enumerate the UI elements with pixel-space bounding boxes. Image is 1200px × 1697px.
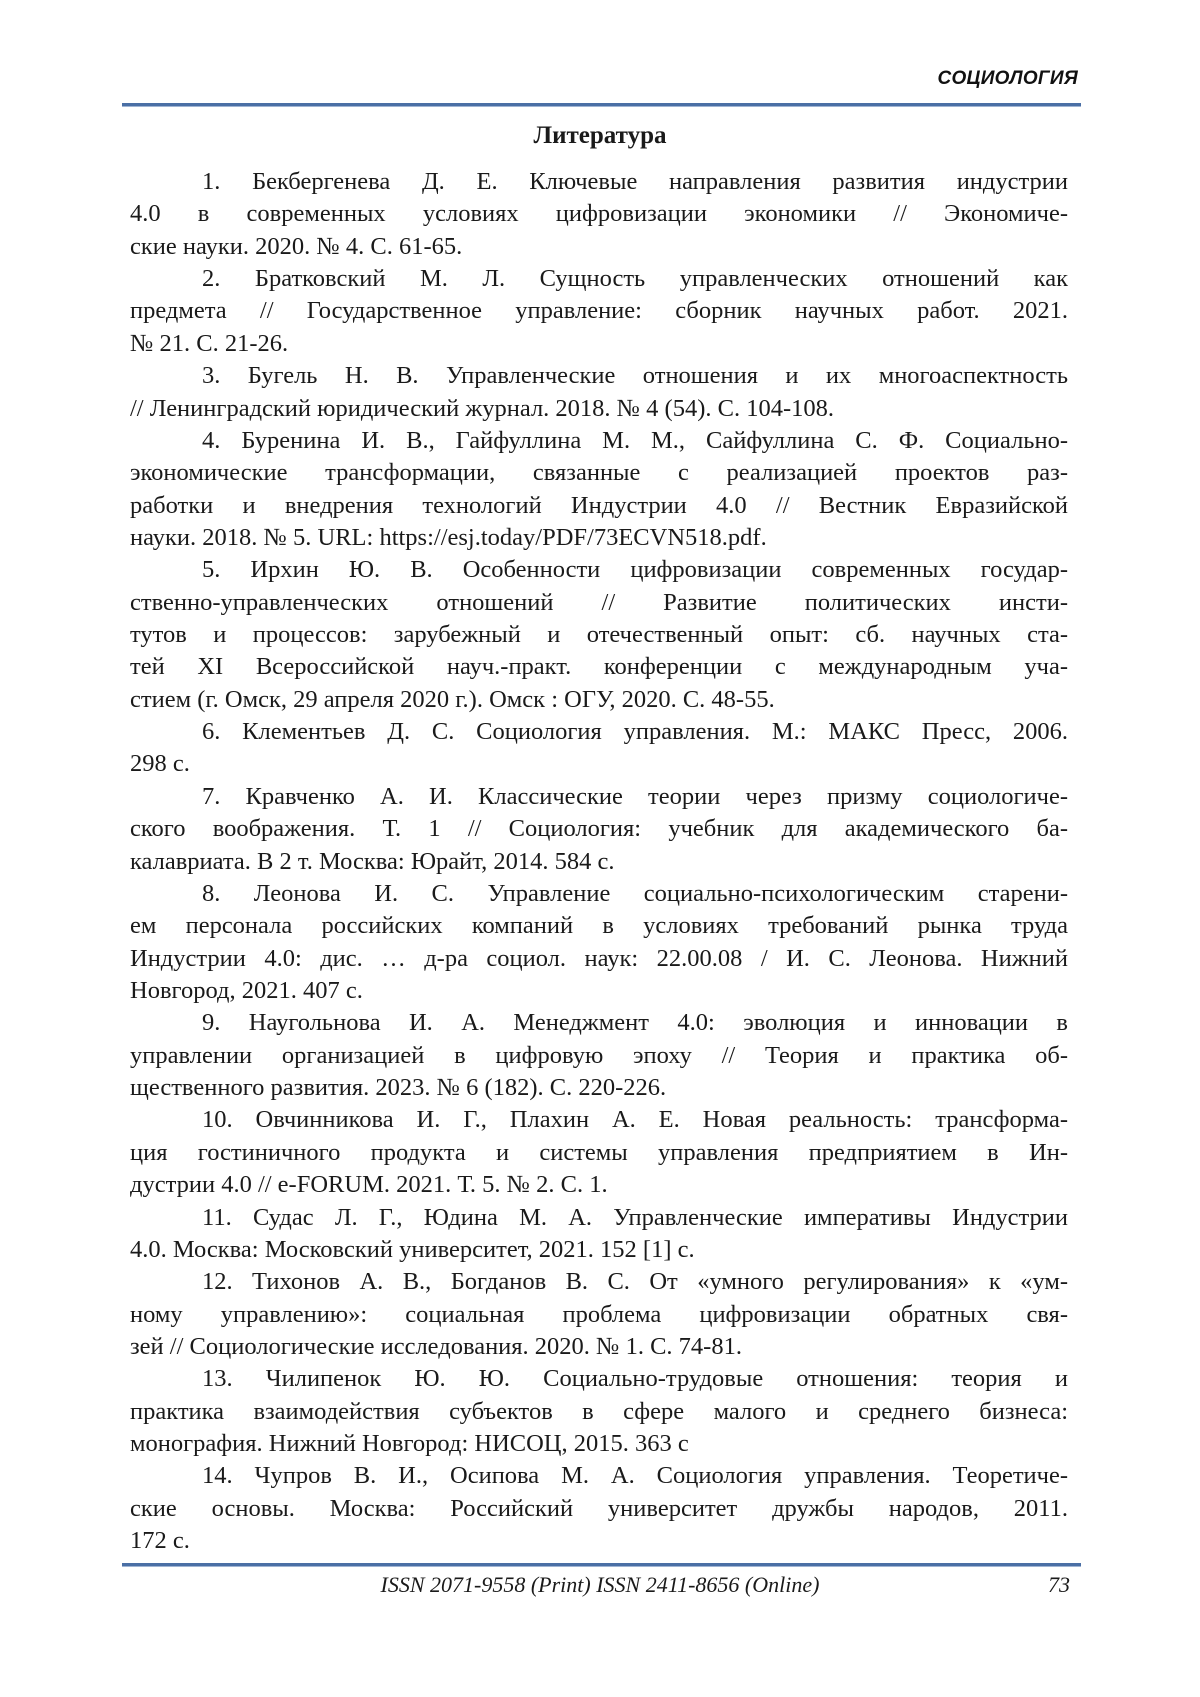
- reference-line: щественного развития. 2023. № 6 (182). С. 220-226.: [130, 1074, 667, 1102]
- reference-line: дустрии 4.0 // e-FORUM. 2021. Т. 5. № 2. С. 1.: [130, 1171, 608, 1199]
- reference-line: ем персонала российских компаний в условиях требований рынка труда: [130, 912, 1068, 940]
- reference-line: № 21. С. 21-26.: [130, 329, 289, 357]
- reference-line: ские основы. Москва: Российский университет дружбы народов, 2011.: [130, 1494, 1068, 1522]
- reference-line: управлении организацией в цифровую эпоху // Теория и практика об-: [130, 1041, 1068, 1069]
- reference-line: 12. Тихонов А. В., Богданов В. С. От «умного регулирования» к «ум-: [202, 1268, 1068, 1296]
- reference-line: зей // Социологические исследования. 2020. № 1. С. 74-81.: [130, 1332, 742, 1360]
- header-rule: [122, 103, 1081, 107]
- reference-line: 4.0 в современных условиях цифровизации экономики // Экономиче-: [130, 200, 1068, 228]
- reference-item: [130, 1007, 1068, 1104]
- running-head-section: СОЦИОЛОГИЯ: [937, 68, 1078, 89]
- reference-line: ские науки. 2020. № 4. С. 61-65.: [130, 232, 463, 260]
- reference-line: 4. Буренина И. В., Гайфуллина М. М., Сайфуллина С. Ф. Социально-: [202, 426, 1068, 454]
- reference-item: [130, 360, 1068, 425]
- reference-item: [130, 166, 1068, 263]
- reference-line: калавриата. В 2 т. Москва: Юрайт, 2014. 584 с.: [130, 847, 615, 875]
- reference-item: [130, 878, 1068, 1007]
- footer-issn: ISSN 2071-9558 (Print) ISSN 2411-8656 (Online): [380, 1572, 820, 1597]
- page-title: Литература: [533, 122, 667, 149]
- reference-line: 10. Овчинникова И. Г., Плахин А. Е. Новая реальность: трансформа-: [202, 1106, 1068, 1134]
- reference-line: 3. Бугель Н. В. Управленческие отношения и их многоаспектность: [202, 362, 1068, 390]
- reference-line: 1. Бекбергенева Д. Е. Ключевые направления развития индустрии: [202, 168, 1068, 195]
- reference-line: 11. Судас Л. Г., Юдина М. А. Управленческие императивы Индустрии: [202, 1203, 1068, 1231]
- reference-item: [130, 1266, 1068, 1363]
- page-number: 73: [1048, 1572, 1070, 1597]
- reference-line: практика взаимодействия субъектов в сфере малого и среднего бизнеса:: [130, 1397, 1068, 1425]
- reference-line: 13. Чилипенок Ю. Ю. Социально-трудовые отношения: теория и: [202, 1365, 1068, 1393]
- reference-line: 8. Леонова И. С. Управление социально-психологическим старени-: [202, 879, 1068, 907]
- reference-line: 172 с.: [130, 1527, 190, 1555]
- reference-line: тей XI Всероссийской науч.-практ. конференции с международным уча-: [130, 653, 1068, 681]
- reference-line: // Ленинградский юридический журнал. 2018. № 4 (54). С. 104-108.: [130, 394, 835, 422]
- reference-line: монография. Нижний Новгород: НИСОЦ, 2015. 363 с: [130, 1430, 689, 1458]
- reference-line: экономические трансформации, связанные с реализацией проектов раз-: [130, 459, 1068, 487]
- reference-line: ского воображения. Т. 1 // Социология: учебник для академического ба-: [130, 815, 1068, 843]
- reference-line: 14. Чупров В. И., Осипова М. А. Социология управления. Теоретиче-: [202, 1462, 1068, 1490]
- reference-item: [130, 425, 1068, 554]
- reference-line: 9. Наугольнова И. А. Менеджмент 4.0: эволюция и инновации в: [202, 1009, 1068, 1037]
- reference-line: Новгород, 2021. 407 с.: [130, 976, 363, 1004]
- reference-line: ция гостиничного продукта и системы управления предприятием в Ин-: [130, 1138, 1068, 1166]
- reference-list: [130, 166, 1068, 1557]
- reference-item: [130, 1202, 1068, 1267]
- reference-line: тутов и процессов: зарубежный и отечественный опыт: сб. научных ста-: [130, 621, 1068, 649]
- reference-line: 6. Клементьев Д. С. Социология управления. М.: МАКС Пресс, 2006.: [202, 718, 1068, 746]
- reference-line: 5. Ирхин Ю. В. Особенности цифровизации современных государ-: [202, 556, 1068, 584]
- reference-line: Индустрии 4.0: дис. … д-ра социол. наук: 22.00.08 / И. С. Леонова. Нижний: [130, 944, 1068, 972]
- reference-item: [130, 1363, 1068, 1460]
- reference-line: 2. Братковский М. Л. Сущность управленческих отношений как: [202, 265, 1068, 293]
- reference-line: 298 с.: [130, 750, 190, 778]
- reference-item: [130, 1460, 1068, 1557]
- reference-line: науки. 2018. № 5. URL: https://esj.today/PDF/73ECVN518.pdf.: [130, 523, 767, 551]
- reference-line: работки и внедрения технологий Индустрии 4.0 // Вестник Евразийской: [130, 491, 1068, 519]
- reference-item: [130, 781, 1068, 878]
- reference-line: стием (г. Омск, 29 апреля 2020 г.). Омск : ОГУ, 2020. С. 48-55.: [130, 685, 775, 713]
- reference-line: ному управлению»: социальная проблема цифровизации обратных свя-: [130, 1300, 1068, 1328]
- reference-line: 7. Кравченко А. И. Классические теории через призму социологиче-: [202, 782, 1068, 810]
- reference-line: 4.0. Москва: Московский университет, 2021. 152 [1] с.: [130, 1235, 695, 1263]
- footer-rule: [122, 1563, 1081, 1567]
- reference-item: [130, 716, 1068, 781]
- reference-line: ственно-управленческих отношений // Развитие политических инсти-: [130, 588, 1068, 616]
- reference-item: [130, 554, 1068, 716]
- reference-item: [130, 263, 1068, 360]
- reference-line: предмета // Государственное управление: сборник научных работ. 2021.: [130, 297, 1068, 325]
- reference-item: [130, 1104, 1068, 1201]
